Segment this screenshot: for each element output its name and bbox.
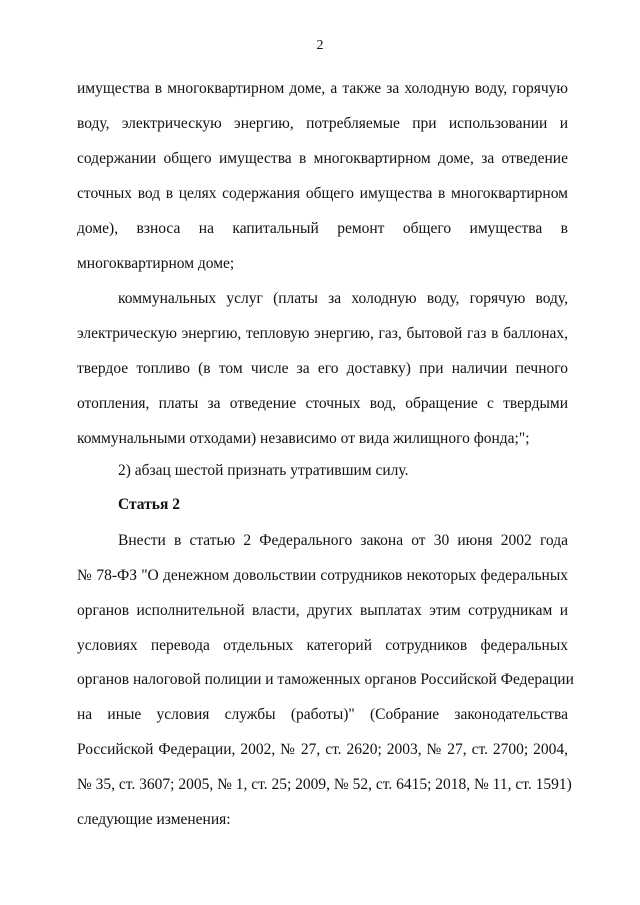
text-line: коммунальных услуг (платы за холодную воду, горячую воду,: [118, 290, 568, 307]
text-line: следующие изменения:: [77, 811, 231, 828]
text-line: многоквартирном доме;: [77, 255, 235, 272]
text-line: на иные условия службы (работы)" (Собрание законодательства: [77, 706, 568, 723]
text-line: твердое топливо (в том числе за его доставку) при наличии печного: [77, 360, 568, 377]
text-line: органов исполнительной власти, других выплатах этим сотрудникам и: [77, 602, 568, 619]
text-line: коммунальными отходами) независимо от вида жилищного фонда;";: [77, 430, 530, 447]
text-line: Внести в статью 2 Федерального закона от 30 июня 2002 года: [118, 532, 568, 549]
text-line: № 35, ст. 3607; 2005, № 1, ст. 25; 2009, № 52, ст. 6415; 2018, № 11, ст. 1591): [77, 776, 572, 793]
text-line: 2) абзац шестой признать утратившим силу.: [118, 462, 409, 479]
page-number: 2: [316, 38, 324, 53]
text-line: содержании общего имущества в многоквартирном доме, за отведение: [77, 150, 568, 167]
text-line: имущества в многоквартирном доме, а также за холодную воду, горячую: [77, 80, 568, 97]
text-line: Российской Федерации, 2002, № 27, ст. 2620; 2003, № 27, ст. 2700; 2004,: [77, 741, 568, 758]
text-line: сточных вод в целях содержания общего имущества в многоквартирном: [77, 185, 568, 202]
text-line: условиях перевода отдельных категорий сотрудников федеральных: [77, 637, 568, 654]
text-line: органов налоговой полиции и таможенных органов Российской Федерации: [77, 671, 574, 688]
text-line: отопления, платы за отведение сточных вод, обращение с твердыми: [77, 395, 568, 412]
text-line: доме), взноса на капитальный ремонт общего имущества в: [77, 220, 568, 237]
text-line: электрическую энергию, тепловую энергию, газ, бытовой газ в баллонах,: [77, 325, 568, 342]
article-heading: Статья 2: [118, 496, 180, 513]
text-line: № 78-ФЗ "О денежном довольствии сотрудников некоторых федеральных: [77, 567, 568, 584]
text-line: воду, электрическую энергию, потребляемые при использовании и: [77, 115, 568, 132]
